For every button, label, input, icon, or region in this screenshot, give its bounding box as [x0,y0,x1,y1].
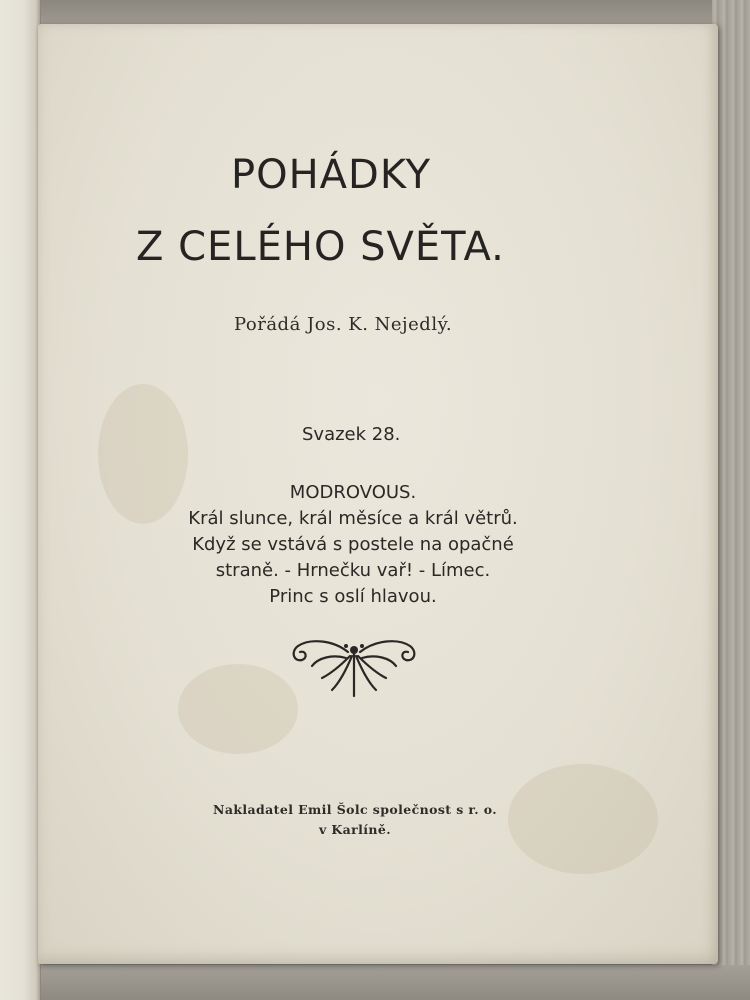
contents-item: Princ s oslí hlavou. [269,586,437,607]
table-surface-bottom [0,965,750,1000]
contents-item: straně. - Hrnečku vař! - Límec. [215,560,491,581]
publisher-place: v Karlíně. [318,822,392,837]
editor-credit: Pořádá Jos. K. Nejedlý. [234,314,453,335]
publisher-imprint [38,800,672,840]
contents-list [38,480,668,610]
volume-number: Svazek 28. [302,424,401,445]
art-nouveau-floral-ornament-icon [288,632,420,702]
previous-page-edge [0,0,41,1000]
book-title-line-1: POHÁDKY [231,152,432,198]
book-title-line-2: Z CELÉHO SVĚTA. [136,224,505,270]
publisher-name: Nakladatel Emil Šolc společnost s r. o. [213,802,497,817]
contents-item: MODROVOUS. [289,482,417,503]
contents-item: Král slunce, král měsíce a král větrů. [188,508,518,529]
contents-item: Když se vstává s postele na opačné [192,534,514,555]
paper-stain [178,664,298,754]
title-page [38,24,718,964]
